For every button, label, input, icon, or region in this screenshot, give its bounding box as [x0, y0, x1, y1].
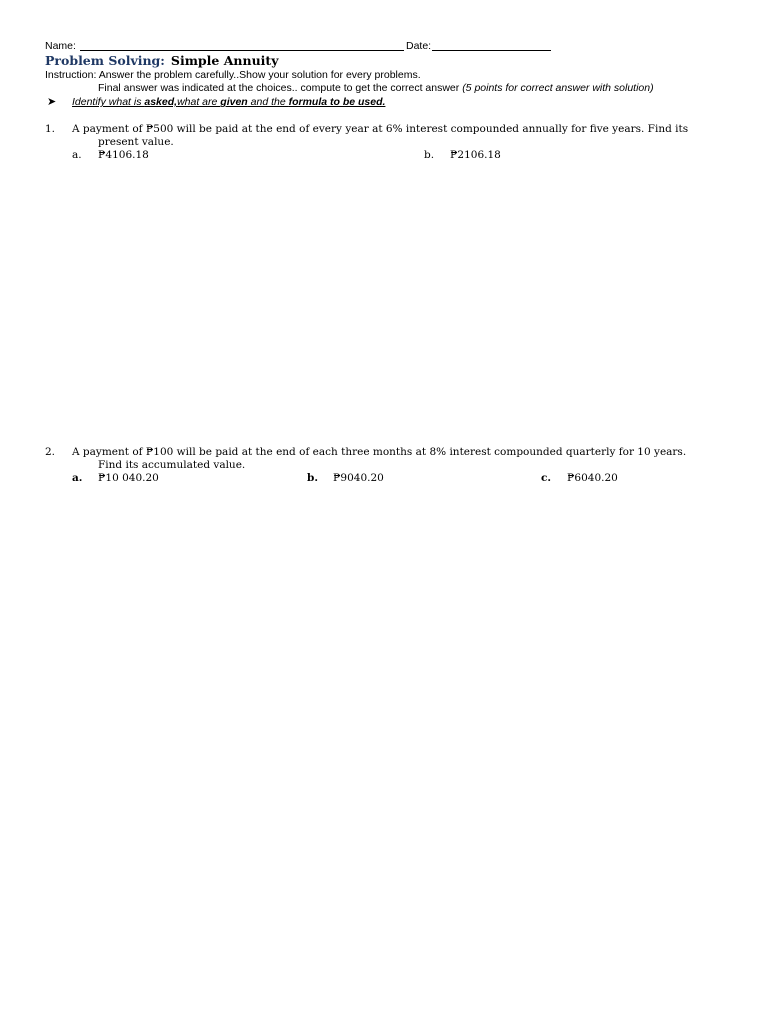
identify-pre: Identify what is: [72, 96, 145, 108]
page-title: [45, 53, 278, 68]
question-1-choice-a-letter: a.: [72, 149, 82, 161]
question-2-choice-b-letter: b.: [307, 472, 318, 484]
instruction-line-2: [98, 82, 654, 94]
question-2-number: 2.: [45, 446, 56, 458]
question-1-text: A payment of ₱500 will be paid at the end of every year at 6% interest compounded annually for five years. Find its: [72, 123, 689, 135]
question-1-number: 1.: [45, 123, 56, 135]
question-2-text-cont: Find its accumulated value.: [98, 459, 246, 471]
question-2-choice-b[interactable]: ₱9040.20: [333, 472, 384, 484]
question-2-choice-a-letter: a.: [72, 472, 83, 484]
question-2-choice-c-letter: c.: [541, 472, 552, 484]
identify-mid: what are: [177, 96, 221, 108]
question-2-text: A payment of ₱100 will be paid at the end of each three months at 8% interest compounded quarterly for 10 years.: [72, 446, 687, 458]
arrow-bullet-icon: ➤: [47, 96, 57, 108]
question-1-choice-b-letter: b.: [424, 149, 435, 161]
question-2-choice-c[interactable]: ₱6040.20: [567, 472, 618, 484]
question-1-choice-b[interactable]: ₱2106.18: [450, 149, 501, 161]
identify-asked: asked,: [144, 96, 178, 108]
title-problem-solving: Problem Solving:: [45, 53, 165, 68]
name-field-line[interactable]: [80, 50, 404, 51]
identify-mid2: and the: [247, 96, 289, 108]
instruction-line-1: Instruction: Answer the problem carefully..Show your solution for every problems.: [45, 69, 421, 81]
instruction-line-2-text: Final answer was indicated at the choices.. compute to get the correct answer: [98, 82, 460, 94]
instruction-points-note: (5 points for correct answer with solution): [462, 82, 654, 94]
question-1-text-cont: present value.: [98, 136, 174, 148]
date-field-line[interactable]: [432, 50, 551, 51]
question-2-choice-a[interactable]: ₱10 040.20: [98, 472, 159, 484]
identify-instruction: [72, 96, 385, 108]
question-1-choice-a[interactable]: ₱4106.18: [98, 149, 149, 161]
name-label: Name:: [45, 40, 76, 52]
identify-given: given: [220, 96, 248, 108]
identify-formula: formula to be used.: [288, 96, 386, 108]
title-simple-annuity: Simple Annuity: [170, 53, 279, 68]
date-label: Date:: [406, 40, 432, 52]
